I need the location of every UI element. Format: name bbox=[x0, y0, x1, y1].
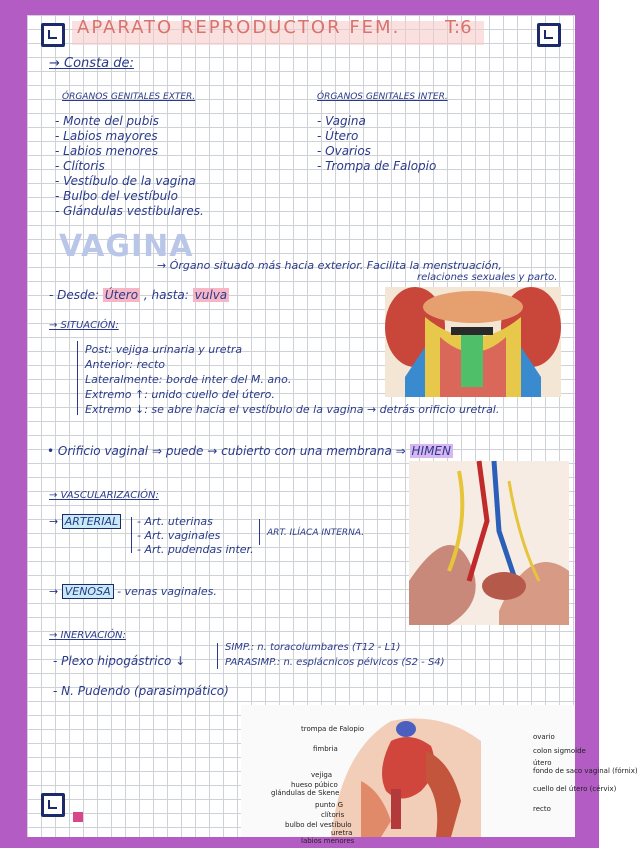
consta-de-heading: → Consta de: bbox=[49, 56, 134, 71]
pink-marker-left bbox=[73, 812, 83, 822]
desde-label: - Desde: bbox=[49, 288, 100, 302]
arterial-label bbox=[49, 515, 121, 528]
label-utero: útero bbox=[533, 759, 552, 767]
label-fimbria: fimbria bbox=[313, 745, 338, 753]
label-punto-g: punto G bbox=[315, 801, 343, 809]
internal-organ-4: - Trompa de Falopio bbox=[317, 159, 437, 173]
topic-number: T:6 bbox=[445, 17, 472, 38]
label-ovario: ovario bbox=[533, 733, 555, 741]
external-organ-5: - Vestíbulo de la vagina bbox=[55, 174, 196, 188]
external-organs-heading: ÓRGANOS GENITALES EXTER. bbox=[62, 92, 196, 102]
himen-label: HIMEN bbox=[411, 444, 451, 458]
venosa-line bbox=[49, 585, 217, 598]
internal-organ-2: - Útero bbox=[317, 129, 359, 143]
label-fondo-saco: fondo de saco vaginal (fórnix) bbox=[533, 767, 638, 775]
vagina-definition-line-1: → Órgano situado más hacia exterior. Facilita la menstruación, bbox=[157, 259, 502, 272]
venosa-box: VENOSA bbox=[62, 584, 114, 599]
orificio-text: • Orificio vaginal ⇒ puede → cubierto con una membrana ⇒ bbox=[47, 444, 406, 458]
situation-item-2: Anterior: recto bbox=[85, 358, 165, 371]
sagittal-anatomy-figure bbox=[241, 705, 638, 845]
innervation-brace bbox=[217, 643, 218, 669]
vagina-definition-line-2: relaciones sexuales y parto. bbox=[417, 272, 558, 283]
hasta-value: vulva bbox=[194, 288, 228, 302]
simpatico-line: SIMP.: n. toracolumbares (T12 - L1) bbox=[225, 642, 401, 653]
internal-organ-3: - Ovarios bbox=[317, 144, 371, 158]
inervacion-heading: → INERVACIÓN: bbox=[49, 630, 126, 641]
situation-item-1: Post: vejiga urinaria y uretra bbox=[85, 343, 243, 356]
label-vejiga: vejiga bbox=[311, 771, 333, 779]
hasta-label: , hasta: bbox=[143, 288, 189, 302]
iliac-brace bbox=[259, 519, 260, 545]
external-organ-7: - Glándulas vestibulares. bbox=[55, 204, 204, 218]
corner-mark-bottom-left bbox=[41, 793, 65, 817]
label-glandulas-skene: glándulas de Skene bbox=[271, 789, 340, 797]
situation-item-3: Lateralmente: borde inter del M. ano. bbox=[85, 373, 292, 386]
desde-hasta-line bbox=[49, 289, 229, 302]
situation-brace bbox=[77, 341, 78, 415]
venosa-arrow: → bbox=[49, 585, 59, 598]
arterial-brace bbox=[131, 517, 132, 553]
label-hueso-pubico: hueso púbico bbox=[291, 781, 338, 789]
label-recto: recto bbox=[533, 805, 551, 813]
situation-item-4: Extremo ↑: unido cuello del útero. bbox=[85, 388, 275, 401]
situacion-heading: → SITUACIÓN: bbox=[49, 320, 119, 331]
external-organ-1: - Monte del pubis bbox=[55, 114, 159, 128]
vascularizacion-heading: → VASCULARIZACIÓN: bbox=[49, 490, 159, 501]
internal-organ-1: - Vagina bbox=[317, 114, 366, 128]
situation-item-5: Extremo ↓: se abre hacia el vestíbulo de la vagina → detrás orificio uretral. bbox=[85, 403, 500, 416]
arteria-iliaca-interna: ART. ILÍACA INTERNA. bbox=[267, 528, 365, 538]
external-organ-3: - Labios menores bbox=[55, 144, 159, 158]
label-labios-menores: labios menores bbox=[301, 837, 355, 845]
artery-3: - Art. pudendas inter. bbox=[137, 543, 254, 556]
orificio-line bbox=[47, 445, 453, 458]
notebook-page bbox=[27, 15, 638, 845]
label-colon-sigmoides: colon sigmoide bbox=[533, 747, 586, 755]
nervio-pudendo: - N. Pudendo (parasimpático) bbox=[53, 684, 229, 698]
venosa-text: - venas vaginales. bbox=[117, 585, 217, 598]
pelvis-section-image bbox=[385, 287, 561, 397]
corner-mark-top-right bbox=[537, 23, 561, 47]
desde-value: Útero bbox=[104, 288, 139, 302]
artery-1: - Art. uterinas bbox=[137, 515, 213, 528]
vagina-heading: VAGINA bbox=[59, 229, 194, 264]
pelvic-vessels-image bbox=[409, 461, 569, 625]
external-organ-4: - Clítoris bbox=[55, 159, 105, 173]
label-uretra: uretra bbox=[331, 829, 353, 837]
plexo-hipogastrico: - Plexo hipogástrico ↓ bbox=[53, 654, 186, 668]
internal-organs-heading: ÓRGANOS GENITALES INTER. bbox=[317, 92, 448, 102]
label-clitoris: clítoris bbox=[321, 811, 345, 819]
artery-2: - Art. vaginales bbox=[137, 529, 221, 542]
page-title: APARATO REPRODUCTOR FEM. bbox=[77, 17, 401, 38]
label-cuello-utero: cuello del útero (cérvix) bbox=[533, 785, 617, 793]
label-bulbo-vestibulo: bulbo del vestíbulo bbox=[285, 821, 352, 829]
parasimpatico-line: PARASIMP.: n. esplácnicos pélvicos (S2 - S4) bbox=[225, 657, 445, 668]
external-organ-6: - Bulbo del vestíbulo bbox=[55, 189, 178, 203]
arterial-box: ARTERIAL bbox=[62, 514, 121, 529]
external-organ-2: - Labios mayores bbox=[55, 129, 158, 143]
label-trompa: trompa de Falopio bbox=[301, 725, 365, 733]
corner-mark-top-left bbox=[41, 23, 65, 47]
arterial-arrow: → bbox=[49, 515, 59, 528]
